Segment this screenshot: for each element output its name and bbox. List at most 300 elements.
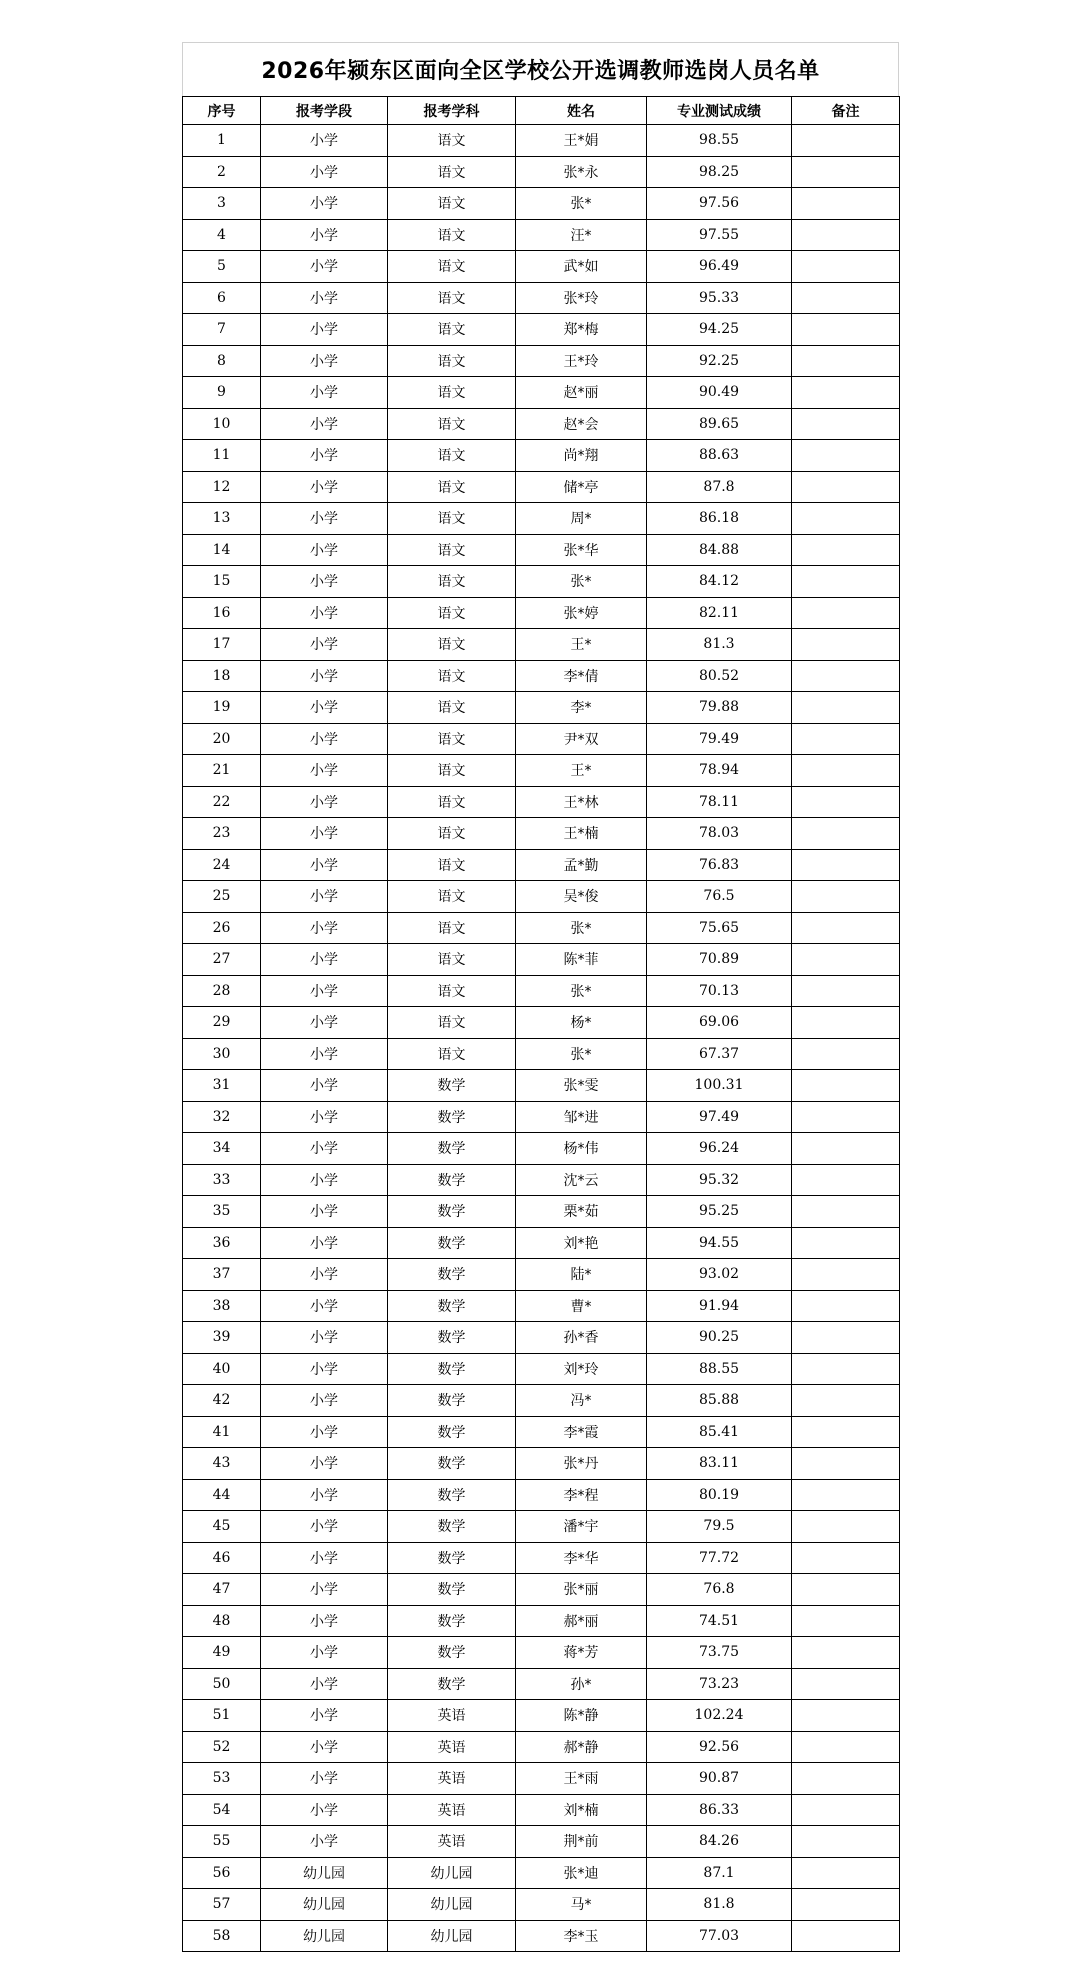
cell-subject: 语文 (388, 629, 516, 661)
cell-name: 孟*勤 (516, 849, 647, 881)
cell-name: 杨*伟 (516, 1133, 647, 1165)
cell-remark (792, 1668, 900, 1700)
cell-seq: 6 (183, 282, 261, 314)
cell-subject: 语文 (388, 503, 516, 535)
table-row (183, 251, 900, 283)
cell-subject: 数学 (388, 1385, 516, 1417)
cell-seq: 47 (183, 1574, 261, 1606)
cell-subject: 数学 (388, 1164, 516, 1196)
cell-stage: 小学 (261, 566, 388, 598)
table-row (183, 660, 900, 692)
cell-remark (792, 1322, 900, 1354)
table-row (183, 912, 900, 944)
table-row (183, 1007, 900, 1039)
cell-remark (792, 1448, 900, 1480)
table-row (183, 440, 900, 472)
table-row (183, 534, 900, 566)
cell-stage: 小学 (261, 818, 388, 850)
cell-subject: 幼儿园 (388, 1857, 516, 1889)
cell-name: 栗*茹 (516, 1196, 647, 1228)
table-row (183, 345, 900, 377)
cell-stage: 小学 (261, 1794, 388, 1826)
cell-name: 武*如 (516, 251, 647, 283)
table-row (183, 188, 900, 220)
cell-remark (792, 1857, 900, 1889)
cell-score: 97.49 (647, 1101, 792, 1133)
cell-remark (792, 1700, 900, 1732)
table-row (183, 1133, 900, 1165)
cell-remark (792, 1479, 900, 1511)
cell-score: 92.25 (647, 345, 792, 377)
cell-name: 郝*静 (516, 1731, 647, 1763)
cell-score: 81.3 (647, 629, 792, 661)
cell-stage: 小学 (261, 408, 388, 440)
cell-score: 80.52 (647, 660, 792, 692)
table-row (183, 503, 900, 535)
cell-name: 尹*双 (516, 723, 647, 755)
table-row (183, 1889, 900, 1921)
cell-stage: 幼儿园 (261, 1920, 388, 1952)
cell-stage: 小学 (261, 503, 388, 535)
cell-score: 67.37 (647, 1038, 792, 1070)
cell-score: 85.88 (647, 1385, 792, 1417)
cell-subject: 语文 (388, 692, 516, 724)
cell-score: 79.5 (647, 1511, 792, 1543)
cell-seq: 51 (183, 1700, 261, 1732)
cell-subject: 英语 (388, 1731, 516, 1763)
cell-remark (792, 1826, 900, 1858)
cell-stage: 小学 (261, 534, 388, 566)
cell-name: 孙* (516, 1668, 647, 1700)
cell-name: 李*华 (516, 1542, 647, 1574)
cell-score: 97.55 (647, 219, 792, 251)
cell-name: 张*雯 (516, 1070, 647, 1102)
cell-remark (792, 345, 900, 377)
table-row (183, 1290, 900, 1322)
cell-stage: 小学 (261, 1322, 388, 1354)
cell-score: 96.49 (647, 251, 792, 283)
cell-name: 吴*俊 (516, 881, 647, 913)
cell-name: 曹* (516, 1290, 647, 1322)
cell-subject: 语文 (388, 566, 516, 598)
cell-name: 蒋*芳 (516, 1637, 647, 1669)
cell-subject: 语文 (388, 1038, 516, 1070)
cell-score: 73.23 (647, 1668, 792, 1700)
cell-remark (792, 723, 900, 755)
table-row (183, 1857, 900, 1889)
table-row (183, 975, 900, 1007)
cell-stage: 小学 (261, 1826, 388, 1858)
cell-score: 96.24 (647, 1133, 792, 1165)
cell-stage: 小学 (261, 849, 388, 881)
cell-name: 潘*宇 (516, 1511, 647, 1543)
table-row (183, 692, 900, 724)
cell-seq: 35 (183, 1196, 261, 1228)
cell-seq: 55 (183, 1826, 261, 1858)
table-row (183, 818, 900, 850)
cell-stage: 幼儿园 (261, 1889, 388, 1921)
cell-score: 78.94 (647, 755, 792, 787)
cell-stage: 小学 (261, 660, 388, 692)
table-row (183, 1511, 900, 1543)
table-row (183, 1731, 900, 1763)
cell-seq: 18 (183, 660, 261, 692)
cell-score: 70.89 (647, 944, 792, 976)
header-remark: 备注 (792, 97, 900, 125)
table-row (183, 314, 900, 346)
cell-seq: 32 (183, 1101, 261, 1133)
cell-remark (792, 251, 900, 283)
cell-stage: 小学 (261, 471, 388, 503)
cell-stage: 小学 (261, 1731, 388, 1763)
cell-name: 郑*梅 (516, 314, 647, 346)
cell-seq: 28 (183, 975, 261, 1007)
cell-seq: 14 (183, 534, 261, 566)
cell-stage: 小学 (261, 786, 388, 818)
cell-score: 90.25 (647, 1322, 792, 1354)
header-score: 专业测试成绩 (647, 97, 792, 125)
cell-remark (792, 471, 900, 503)
cell-subject: 语文 (388, 125, 516, 157)
cell-remark (792, 1007, 900, 1039)
cell-remark (792, 1164, 900, 1196)
cell-subject: 语文 (388, 251, 516, 283)
cell-stage: 小学 (261, 1133, 388, 1165)
cell-stage: 幼儿园 (261, 1857, 388, 1889)
cell-subject: 英语 (388, 1763, 516, 1795)
cell-stage: 小学 (261, 1101, 388, 1133)
cell-remark (792, 881, 900, 913)
cell-seq: 15 (183, 566, 261, 598)
cell-subject: 语文 (388, 660, 516, 692)
cell-score: 84.12 (647, 566, 792, 598)
table-row (183, 786, 900, 818)
cell-subject: 语文 (388, 881, 516, 913)
cell-seq: 25 (183, 881, 261, 913)
cell-subject: 语文 (388, 377, 516, 409)
cell-name: 邹*进 (516, 1101, 647, 1133)
cell-remark (792, 944, 900, 976)
cell-subject: 语文 (388, 188, 516, 220)
table-row (183, 1070, 900, 1102)
cell-seq: 45 (183, 1511, 261, 1543)
cell-name: 王*玲 (516, 345, 647, 377)
cell-remark (792, 786, 900, 818)
table-row (183, 1101, 900, 1133)
cell-name: 李*玉 (516, 1920, 647, 1952)
cell-stage: 小学 (261, 125, 388, 157)
cell-remark (792, 1574, 900, 1606)
cell-subject: 语文 (388, 534, 516, 566)
cell-name: 荆*前 (516, 1826, 647, 1858)
cell-stage: 小学 (261, 440, 388, 472)
cell-remark (792, 849, 900, 881)
cell-score: 88.55 (647, 1353, 792, 1385)
cell-name: 张*玲 (516, 282, 647, 314)
cell-remark (792, 818, 900, 850)
table-row (183, 723, 900, 755)
cell-remark (792, 597, 900, 629)
cell-remark (792, 1763, 900, 1795)
cell-seq: 10 (183, 408, 261, 440)
cell-seq: 53 (183, 1763, 261, 1795)
cell-name: 李*倩 (516, 660, 647, 692)
cell-name: 王* (516, 755, 647, 787)
cell-stage: 小学 (261, 1542, 388, 1574)
table-header-row (183, 97, 900, 125)
cell-seq: 52 (183, 1731, 261, 1763)
cell-seq: 5 (183, 251, 261, 283)
cell-seq: 41 (183, 1416, 261, 1448)
cell-subject: 数学 (388, 1637, 516, 1669)
cell-name: 汪* (516, 219, 647, 251)
cell-remark (792, 1038, 900, 1070)
table-row (183, 1637, 900, 1669)
cell-name: 王*雨 (516, 1763, 647, 1795)
cell-score: 94.55 (647, 1227, 792, 1259)
cell-stage: 小学 (261, 1164, 388, 1196)
cell-remark (792, 1637, 900, 1669)
cell-subject: 数学 (388, 1353, 516, 1385)
cell-stage: 小学 (261, 377, 388, 409)
table-row (183, 1826, 900, 1858)
cell-remark (792, 1605, 900, 1637)
cell-stage: 小学 (261, 282, 388, 314)
cell-stage: 小学 (261, 1290, 388, 1322)
table-row (183, 1668, 900, 1700)
cell-remark (792, 503, 900, 535)
table-row (183, 1448, 900, 1480)
cell-seq: 2 (183, 156, 261, 188)
cell-remark (792, 566, 900, 598)
cell-subject: 语文 (388, 408, 516, 440)
cell-subject: 语文 (388, 282, 516, 314)
table-row (183, 629, 900, 661)
cell-name: 尚*翔 (516, 440, 647, 472)
table-row (183, 1416, 900, 1448)
cell-name: 张*丽 (516, 1574, 647, 1606)
cell-subject: 数学 (388, 1511, 516, 1543)
cell-seq: 33 (183, 1164, 261, 1196)
cell-score: 102.24 (647, 1700, 792, 1732)
cell-name: 张*永 (516, 156, 647, 188)
cell-name: 赵*会 (516, 408, 647, 440)
cell-score: 86.33 (647, 1794, 792, 1826)
table-row (183, 1763, 900, 1795)
cell-name: 张* (516, 188, 647, 220)
cell-name: 张*婷 (516, 597, 647, 629)
cell-name: 张*迪 (516, 1857, 647, 1889)
cell-score: 80.19 (647, 1479, 792, 1511)
cell-name: 张* (516, 566, 647, 598)
cell-stage: 小学 (261, 219, 388, 251)
cell-stage: 小学 (261, 881, 388, 913)
cell-score: 88.63 (647, 440, 792, 472)
cell-stage: 小学 (261, 629, 388, 661)
cell-score: 77.03 (647, 1920, 792, 1952)
cell-stage: 小学 (261, 1448, 388, 1480)
cell-seq: 24 (183, 849, 261, 881)
cell-stage: 小学 (261, 1353, 388, 1385)
cell-seq: 7 (183, 314, 261, 346)
cell-score: 87.8 (647, 471, 792, 503)
cell-score: 84.88 (647, 534, 792, 566)
cell-subject: 语文 (388, 219, 516, 251)
cell-subject: 数学 (388, 1070, 516, 1102)
cell-name: 沈*云 (516, 1164, 647, 1196)
cell-seq: 54 (183, 1794, 261, 1826)
cell-score: 95.32 (647, 1164, 792, 1196)
cell-stage: 小学 (261, 156, 388, 188)
cell-remark (792, 1227, 900, 1259)
cell-score: 76.5 (647, 881, 792, 913)
cell-subject: 数学 (388, 1227, 516, 1259)
cell-name: 陆* (516, 1259, 647, 1291)
cell-seq: 19 (183, 692, 261, 724)
cell-seq: 34 (183, 1133, 261, 1165)
cell-stage: 小学 (261, 1196, 388, 1228)
cell-name: 王*林 (516, 786, 647, 818)
cell-subject: 英语 (388, 1700, 516, 1732)
cell-seq: 1 (183, 125, 261, 157)
cell-remark (792, 1920, 900, 1952)
cell-stage: 小学 (261, 975, 388, 1007)
cell-subject: 数学 (388, 1322, 516, 1354)
cell-score: 78.11 (647, 786, 792, 818)
cell-score: 89.65 (647, 408, 792, 440)
cell-seq: 9 (183, 377, 261, 409)
table-row (183, 282, 900, 314)
cell-name: 杨* (516, 1007, 647, 1039)
cell-stage: 小学 (261, 188, 388, 220)
cell-score: 97.56 (647, 188, 792, 220)
cell-subject: 语文 (388, 975, 516, 1007)
cell-remark (792, 1889, 900, 1921)
cell-score: 95.25 (647, 1196, 792, 1228)
cell-subject: 语文 (388, 849, 516, 881)
cell-seq: 44 (183, 1479, 261, 1511)
cell-seq: 40 (183, 1353, 261, 1385)
table-row (183, 377, 900, 409)
cell-subject: 数学 (388, 1479, 516, 1511)
cell-stage: 小学 (261, 597, 388, 629)
table-row (183, 1353, 900, 1385)
cell-subject: 语文 (388, 944, 516, 976)
cell-seq: 56 (183, 1857, 261, 1889)
cell-stage: 小学 (261, 1007, 388, 1039)
cell-score: 77.72 (647, 1542, 792, 1574)
cell-seq: 31 (183, 1070, 261, 1102)
cell-score: 76.83 (647, 849, 792, 881)
cell-subject: 数学 (388, 1416, 516, 1448)
table-row (183, 849, 900, 881)
table-row (183, 1259, 900, 1291)
table-row (183, 1605, 900, 1637)
cell-subject: 数学 (388, 1605, 516, 1637)
cell-score: 74.51 (647, 1605, 792, 1637)
table-row (183, 1038, 900, 1070)
cell-name: 李*霞 (516, 1416, 647, 1448)
header-stage: 报考学段 (261, 97, 388, 125)
cell-seq: 16 (183, 597, 261, 629)
cell-seq: 23 (183, 818, 261, 850)
cell-stage: 小学 (261, 1637, 388, 1669)
cell-name: 赵*丽 (516, 377, 647, 409)
cell-seq: 29 (183, 1007, 261, 1039)
cell-stage: 小学 (261, 1511, 388, 1543)
cell-score: 98.55 (647, 125, 792, 157)
cell-score: 93.02 (647, 1259, 792, 1291)
cell-score: 79.88 (647, 692, 792, 724)
cell-name: 王*娟 (516, 125, 647, 157)
table-row (183, 471, 900, 503)
cell-remark (792, 377, 900, 409)
roster-table (182, 96, 900, 1952)
cell-remark (792, 975, 900, 1007)
cell-seq: 36 (183, 1227, 261, 1259)
cell-score: 85.41 (647, 1416, 792, 1448)
cell-seq: 27 (183, 944, 261, 976)
table-row (183, 1574, 900, 1606)
cell-remark (792, 692, 900, 724)
table-row (183, 156, 900, 188)
cell-stage: 小学 (261, 251, 388, 283)
cell-seq: 48 (183, 1605, 261, 1637)
cell-seq: 11 (183, 440, 261, 472)
cell-score: 91.94 (647, 1290, 792, 1322)
cell-score: 69.06 (647, 1007, 792, 1039)
cell-score: 73.75 (647, 1637, 792, 1669)
cell-subject: 数学 (388, 1133, 516, 1165)
cell-remark (792, 1511, 900, 1543)
cell-subject: 语文 (388, 156, 516, 188)
cell-subject: 幼儿园 (388, 1889, 516, 1921)
cell-name: 孙*香 (516, 1322, 647, 1354)
cell-seq: 43 (183, 1448, 261, 1480)
cell-subject: 数学 (388, 1101, 516, 1133)
cell-stage: 小学 (261, 1038, 388, 1070)
table-row (183, 1700, 900, 1732)
cell-stage: 小学 (261, 1259, 388, 1291)
table-row (183, 408, 900, 440)
cell-score: 100.31 (647, 1070, 792, 1102)
cell-subject: 语文 (388, 597, 516, 629)
cell-stage: 小学 (261, 1070, 388, 1102)
cell-subject: 数学 (388, 1668, 516, 1700)
cell-score: 90.49 (647, 377, 792, 409)
cell-subject: 数学 (388, 1196, 516, 1228)
cell-seq: 17 (183, 629, 261, 661)
cell-remark (792, 660, 900, 692)
cell-stage: 小学 (261, 912, 388, 944)
cell-name: 马* (516, 1889, 647, 1921)
cell-seq: 37 (183, 1259, 261, 1291)
cell-remark (792, 1259, 900, 1291)
cell-score: 95.33 (647, 282, 792, 314)
cell-stage: 小学 (261, 1574, 388, 1606)
cell-remark (792, 1385, 900, 1417)
cell-name: 张* (516, 975, 647, 1007)
cell-remark (792, 282, 900, 314)
header-seq: 序号 (183, 97, 261, 125)
cell-subject: 数学 (388, 1259, 516, 1291)
cell-remark (792, 1070, 900, 1102)
cell-name: 王*楠 (516, 818, 647, 850)
cell-stage: 小学 (261, 1227, 388, 1259)
cell-name: 刘*艳 (516, 1227, 647, 1259)
cell-seq: 3 (183, 188, 261, 220)
cell-seq: 30 (183, 1038, 261, 1070)
